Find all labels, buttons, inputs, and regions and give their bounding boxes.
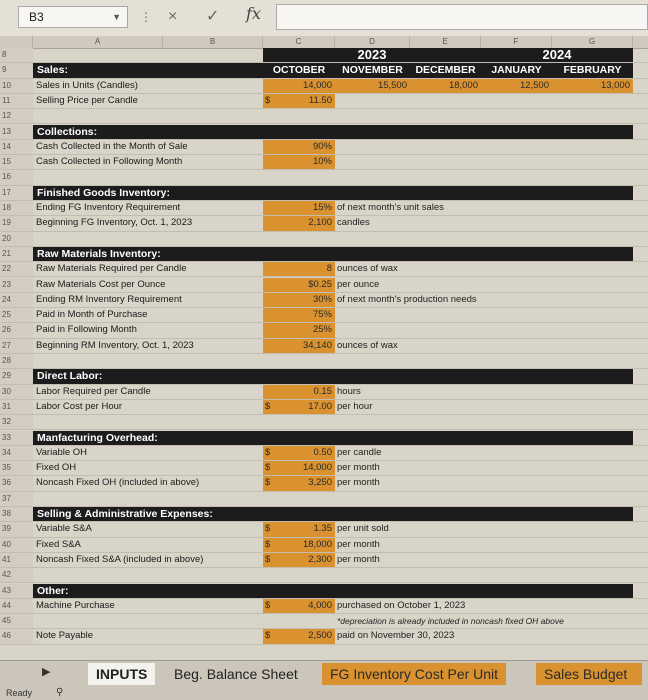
ending-fg-value[interactable]: 15% xyxy=(263,201,335,215)
section-bar xyxy=(33,584,633,598)
row-32 xyxy=(0,415,648,430)
cash-collected-month-label[interactable]: Cash Collected in the Month of Sale xyxy=(36,140,188,152)
fixed-oh-label[interactable]: Fixed OH xyxy=(36,462,77,474)
row-42 xyxy=(0,568,648,583)
row-22 xyxy=(0,262,648,277)
row-35 xyxy=(0,461,648,476)
ending-rm-label[interactable]: Ending RM Inventory Requirement xyxy=(36,293,182,305)
beginning-rm-value[interactable]: 34,140 xyxy=(263,339,335,353)
fixed-oh-dollar: $ xyxy=(263,461,277,475)
rm-cost-value[interactable]: $0.25 xyxy=(263,278,335,292)
rm-inventory-title: Raw Materials Inventory: xyxy=(37,247,161,260)
beginning-fg-note: candles xyxy=(337,217,370,229)
column-header-a[interactable]: A xyxy=(33,36,163,48)
column-header-g[interactable]: G xyxy=(552,36,633,48)
labor-cost-note: per hour xyxy=(337,400,373,412)
name-box-value: B3 xyxy=(29,10,44,24)
rm-required-value[interactable]: 8 xyxy=(263,262,335,276)
machine-purchase-note: purchased on October 1, 2023 xyxy=(337,599,466,611)
row-number[interactable]: 25 xyxy=(0,308,33,322)
tab-inputs[interactable]: INPUTS xyxy=(88,663,155,685)
row-number[interactable]: 18 xyxy=(0,201,33,215)
labor-cost-label[interactable]: Labor Cost per Hour xyxy=(36,400,123,412)
row-number[interactable]: 40 xyxy=(0,538,33,552)
more-options-icon[interactable]: ⋮ xyxy=(140,10,152,24)
row-number[interactable]: 43 xyxy=(0,584,33,598)
row-number[interactable]: 21 xyxy=(0,247,33,261)
noncash-fixed-sa-label[interactable]: Noncash Fixed S&A (included in above) xyxy=(36,553,204,565)
ending-fg-note: of next month's unit sales xyxy=(337,202,444,213)
month-header-january: JANUARY xyxy=(481,63,552,77)
column-header-f[interactable]: F xyxy=(481,36,552,48)
noncash-fixed-oh-value[interactable]: 3,250 xyxy=(277,476,335,490)
row-13 xyxy=(0,125,648,140)
cash-collected-month-value[interactable]: 90% xyxy=(263,140,335,154)
row-number[interactable]: 19 xyxy=(0,216,33,230)
row-31 xyxy=(0,400,648,415)
formula-bar xyxy=(0,0,648,37)
name-box[interactable] xyxy=(18,6,128,28)
row-number[interactable]: 30 xyxy=(0,385,33,399)
row-number[interactable]: 45 xyxy=(0,614,33,628)
beginning-fg-value[interactable]: 2,100 xyxy=(263,216,335,230)
row-number[interactable]: 14 xyxy=(0,140,33,154)
row-number[interactable]: 12 xyxy=(0,109,33,123)
column-header-c[interactable]: C xyxy=(263,36,335,48)
row-9 xyxy=(0,63,648,78)
sales-units-label[interactable]: Sales in Units (Candles) xyxy=(36,79,138,91)
sales-units-nov[interactable]: 15,500 xyxy=(335,79,410,93)
row-44 xyxy=(0,599,648,614)
variable-oh-value[interactable]: 0.50 xyxy=(277,446,335,460)
row-33 xyxy=(0,431,648,446)
row-number[interactable]: 26 xyxy=(0,323,33,337)
row-number[interactable]: 46 xyxy=(0,629,33,643)
cancel-icon[interactable]: × xyxy=(168,8,178,25)
selling-price-label[interactable]: Selling Price per Candle xyxy=(36,94,138,106)
row-40 xyxy=(0,538,648,553)
variable-oh-note: per candle xyxy=(337,446,382,458)
row-number[interactable]: 35 xyxy=(0,461,33,475)
row-43 xyxy=(0,584,648,599)
ending-rm-note: of next month's production needs xyxy=(337,293,477,305)
status-bar xyxy=(0,686,648,700)
tab-fg-inventory-cost[interactable]: FG Inventory Cost Per Unit xyxy=(322,663,506,685)
column-header-b[interactable]: B xyxy=(163,36,263,48)
noncash-fixed-sa-value[interactable]: 2,300 xyxy=(277,553,335,567)
row-10 xyxy=(0,79,648,94)
sales-title: Sales: xyxy=(37,64,68,77)
note-payable-dollar: $ xyxy=(263,629,277,643)
note-payable-note: paid on November 30, 2023 xyxy=(337,630,455,642)
row-27 xyxy=(0,339,648,354)
row-number[interactable]: 42 xyxy=(0,568,33,582)
row-number[interactable]: 31 xyxy=(0,400,33,414)
confirm-icon[interactable]: ✓ xyxy=(206,8,220,25)
noncash-fixed-sa-dollar: $ xyxy=(263,553,277,567)
formula-input[interactable] xyxy=(276,4,648,30)
row-number[interactable]: 39 xyxy=(0,522,33,536)
machine-purchase-label[interactable]: Machine Purchase xyxy=(36,599,115,611)
column-header-d[interactable]: D xyxy=(335,36,410,48)
labor-required-note: hours xyxy=(337,385,361,397)
row-number[interactable]: 11 xyxy=(0,94,33,108)
sales-units-dec[interactable]: 18,000 xyxy=(410,79,481,93)
rm-required-note: ounces of wax xyxy=(337,263,398,275)
row-8 xyxy=(0,48,648,63)
row-37 xyxy=(0,492,648,507)
row-number[interactable]: 16 xyxy=(0,170,33,184)
fixed-oh-value[interactable]: 14,000 xyxy=(277,461,335,475)
row-number[interactable]: 36 xyxy=(0,476,33,490)
row-20 xyxy=(0,232,648,247)
row-number[interactable]: 20 xyxy=(0,232,33,246)
machine-purchase-dollar: $ xyxy=(263,599,277,613)
row-17 xyxy=(0,186,648,201)
tab-scroll-right-icon[interactable]: ▶ xyxy=(42,666,51,678)
row-26 xyxy=(0,323,648,338)
paid-following-month-label[interactable]: Paid in Following Month xyxy=(36,324,137,336)
row-11 xyxy=(0,94,648,109)
row-number[interactable]: 17 xyxy=(0,186,33,200)
fixed-sa-label[interactable]: Fixed S&A xyxy=(36,538,81,550)
depreciation-note: *depreciation is already included in noncash fixed OH above xyxy=(337,616,564,627)
ending-fg-label[interactable]: Ending FG Inventory Requirement xyxy=(36,202,181,213)
row-14 xyxy=(0,140,648,155)
column-header-e[interactable]: E xyxy=(410,36,481,48)
cash-collected-following-label[interactable]: Cash Collected in Following Month xyxy=(36,156,183,168)
variable-oh-dollar: $ xyxy=(263,446,277,460)
row-28 xyxy=(0,354,648,369)
fg-inventory-title: Finished Goods Inventory: xyxy=(37,186,171,199)
row-number[interactable]: 41 xyxy=(0,553,33,567)
sa-expenses-title: Selling & Administrative Expenses: xyxy=(37,508,213,520)
select-all-corner[interactable] xyxy=(0,36,33,48)
cash-collected-following-value[interactable]: 10% xyxy=(263,155,335,169)
row-39 xyxy=(0,522,648,537)
row-21 xyxy=(0,247,648,262)
paid-following-month-value[interactable]: 25% xyxy=(263,323,335,337)
row-number[interactable]: 27 xyxy=(0,339,33,353)
row-number[interactable]: 8 xyxy=(0,48,33,62)
note-payable-label[interactable]: Note Payable xyxy=(36,630,94,642)
row-number[interactable]: 32 xyxy=(0,415,33,429)
chevron-down-icon[interactable]: ▼ xyxy=(112,12,121,22)
noncash-fixed-oh-dollar: $ xyxy=(263,476,277,490)
note-payable-value[interactable]: 2,500 xyxy=(277,629,335,643)
month-header-november: NOVEMBER xyxy=(335,63,410,77)
noncash-fixed-sa-note: per month xyxy=(337,553,380,565)
row-36 xyxy=(0,476,648,491)
beginning-rm-label[interactable]: Beginning RM Inventory, Oct. 1, 2023 xyxy=(36,339,194,351)
row-19 xyxy=(0,216,648,231)
row-number[interactable]: 28 xyxy=(0,354,33,368)
row-number[interactable]: 22 xyxy=(0,262,33,276)
ending-rm-value[interactable]: 30% xyxy=(263,293,335,307)
fixed-sa-note: per month xyxy=(337,538,380,550)
beginning-fg-label[interactable]: Beginning FG Inventory, Oct. 1, 2023 xyxy=(36,217,193,229)
section-bar xyxy=(33,369,633,383)
row-number[interactable]: 15 xyxy=(0,155,33,169)
rm-required-label[interactable]: Raw Materials Required per Candle xyxy=(36,263,187,275)
other-title: Other: xyxy=(37,584,69,597)
variable-sa-dollar: $ xyxy=(263,522,277,536)
row-38 xyxy=(0,507,648,522)
row-number[interactable]: 33 xyxy=(0,431,33,445)
noncash-fixed-oh-note: per month xyxy=(337,477,380,489)
fixed-sa-value[interactable]: 18,000 xyxy=(277,538,335,552)
fx-icon[interactable]: fx xyxy=(246,4,261,23)
fixed-sa-dollar: $ xyxy=(263,538,277,552)
variable-sa-value[interactable]: 1.35 xyxy=(277,522,335,536)
row-25 xyxy=(0,308,648,323)
row-number[interactable]: 24 xyxy=(0,293,33,307)
variable-sa-label[interactable]: Variable S&A xyxy=(36,523,92,535)
month-header-october: OCTOBER xyxy=(263,63,335,77)
row-34 xyxy=(0,446,648,461)
status-text: Ready xyxy=(6,688,33,698)
row-number[interactable]: 23 xyxy=(0,278,33,292)
row-number[interactable]: 13 xyxy=(0,125,33,139)
paid-month-purchase-value[interactable]: 75% xyxy=(263,308,335,322)
row-15 xyxy=(0,155,648,170)
tab-sales-budget[interactable]: Sales Budget xyxy=(536,663,642,685)
month-header-december: DECEMBER xyxy=(410,63,481,77)
overhead-title: Manfacturing Overhead: xyxy=(37,431,158,444)
row-number[interactable]: 29 xyxy=(0,369,33,383)
fixed-oh-note: per month xyxy=(337,462,380,474)
noncash-fixed-oh-label[interactable]: Noncash Fixed OH (included in above) xyxy=(36,477,200,489)
accessibility-icon[interactable]: ⚲ xyxy=(56,687,64,698)
row-18 xyxy=(0,201,648,216)
row-30 xyxy=(0,385,648,400)
selling-price-dollar: $ xyxy=(263,94,277,108)
variable-oh-label[interactable]: Variable OH xyxy=(36,446,88,458)
row-23 xyxy=(0,278,648,293)
collections-title: Collections: xyxy=(37,125,98,138)
beginning-rm-note: ounces of wax xyxy=(337,339,398,351)
row-46 xyxy=(0,629,648,644)
sheet-tab-bar xyxy=(0,660,648,687)
row-number[interactable]: 38 xyxy=(0,507,33,521)
row-12 xyxy=(0,109,648,124)
row-24 xyxy=(0,293,648,308)
variable-sa-note: per unit sold xyxy=(337,523,389,535)
sales-units-oct[interactable]: 14,000 xyxy=(263,79,335,93)
year-2023-header: 2023 xyxy=(263,48,481,62)
sales-units-jan[interactable]: 12,500 xyxy=(481,79,552,93)
section-bar xyxy=(33,125,633,139)
rm-cost-note: per ounce xyxy=(337,278,380,290)
direct-labor-title: Direct Labor: xyxy=(37,370,103,383)
row-number[interactable]: 44 xyxy=(0,599,33,613)
row-45 xyxy=(0,614,648,629)
month-header-february: FEBRUARY xyxy=(552,63,633,77)
tab-beg-balance-sheet[interactable]: Beg. Balance Sheet xyxy=(174,666,298,682)
labor-required-value[interactable]: 0.15 xyxy=(263,385,335,399)
selling-price-value[interactable]: 11.50 xyxy=(277,94,335,108)
machine-purchase-value[interactable]: 4,000 xyxy=(277,599,335,613)
labor-cost-value[interactable]: 17.00 xyxy=(277,400,335,414)
labor-required-label[interactable]: Labor Required per Candle xyxy=(36,385,151,397)
sales-units-feb[interactable]: 13,000 xyxy=(552,79,633,93)
row-number[interactable]: 10 xyxy=(0,79,33,93)
rm-cost-label[interactable]: Raw Materials Cost per Ounce xyxy=(36,278,166,290)
spreadsheet-grid[interactable] xyxy=(0,48,648,660)
labor-cost-dollar: $ xyxy=(263,400,277,414)
row-number[interactable]: 9 xyxy=(0,63,33,77)
row-number[interactable]: 34 xyxy=(0,446,33,460)
row-41 xyxy=(0,553,648,568)
row-16 xyxy=(0,170,648,185)
row-29 xyxy=(0,369,648,384)
year-2024-header: 2024 xyxy=(481,48,633,62)
paid-month-purchase-label[interactable]: Paid in Month of Purchase xyxy=(36,309,148,321)
row-number[interactable]: 37 xyxy=(0,492,33,506)
